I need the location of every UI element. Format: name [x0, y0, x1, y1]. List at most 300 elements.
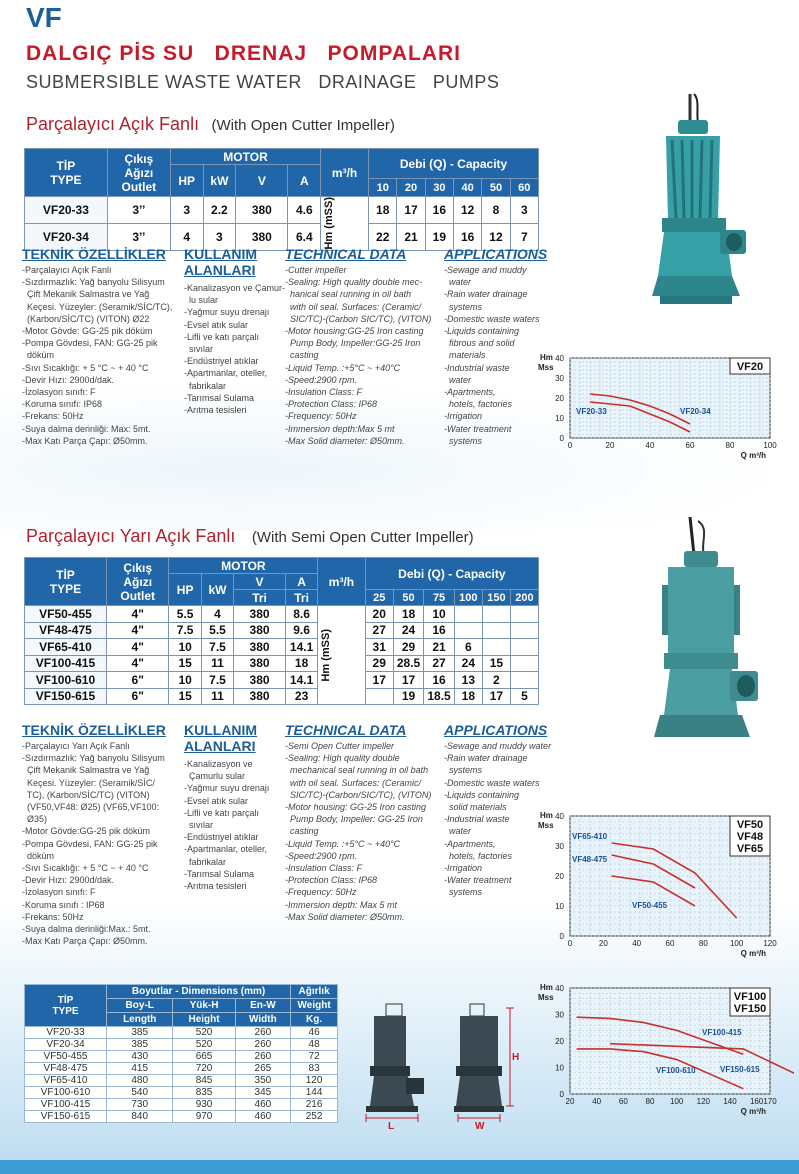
value-cell: 28.5 [393, 655, 424, 672]
value-cell: 5.5 [169, 606, 201, 623]
table-row [25, 1075, 338, 1087]
value-cell: 385 [107, 1027, 173, 1039]
value-cell: 345 [235, 1087, 291, 1099]
value-cell: 21 [397, 223, 425, 250]
value-cell: 29 [365, 655, 393, 672]
value-cell: 5 [510, 688, 538, 705]
chart-title: VF65 [736, 843, 764, 855]
y-tick-label: 40 [555, 354, 564, 363]
list-item: -Lifli ve katı parçalı [184, 807, 260, 818]
value-cell: 7.5 [169, 622, 201, 639]
value-cell: 19 [425, 223, 453, 250]
series-label: VF50-455 [632, 901, 668, 910]
list-item: Ø35) [22, 814, 48, 825]
value-cell: 380 [234, 622, 286, 639]
list-item: -Suya dalma derinliği:Max.: 5mt. [22, 924, 151, 935]
y-axis-label: Hm [540, 983, 553, 992]
value-cell: 15 [169, 655, 201, 672]
value-cell: 380 [236, 223, 288, 250]
section2-tech-en-column [285, 722, 443, 923]
list-item: -Insulation Class: F [285, 863, 363, 874]
feature-list [22, 264, 182, 447]
chart-title: VF20 [736, 361, 764, 373]
x-tick-label: 160 [749, 1097, 764, 1106]
list-item: -Max Solid diameter: Ø50mm. [285, 911, 405, 922]
list-item: fabrikalar [184, 380, 227, 391]
th-tri-v: Tri [234, 590, 286, 606]
th-flow: 40 [453, 179, 481, 197]
value-cell: 720 [173, 1063, 235, 1075]
value-cell: 665 [173, 1051, 235, 1063]
th-flow: 10 [369, 179, 397, 197]
value-cell [510, 622, 538, 639]
th-weight: Weight [291, 999, 338, 1013]
value-cell: 19 [393, 688, 424, 705]
model-cell: VF50-455 [25, 1051, 107, 1063]
value-cell: 3 [510, 197, 538, 224]
th-kg: Kg. [291, 1013, 338, 1027]
x-axis-label: Q m³/h [740, 949, 766, 958]
list-item: -Liquids containing [444, 326, 520, 337]
hm-label: Hm (mSS) [323, 197, 336, 250]
value-cell: 21 [424, 639, 455, 656]
list-item: -Semi Open Cutter impeller [285, 741, 395, 751]
value-cell: 18 [393, 606, 424, 623]
value-cell: 120 [291, 1075, 338, 1087]
value-cell: 16 [424, 672, 455, 689]
list-item: -Frekans: 50Hz [22, 911, 84, 922]
list-item: systems [444, 435, 483, 446]
value-cell: 460 [235, 1099, 291, 1111]
list-item: -İzolasyon sınıfı: F [22, 887, 96, 898]
value-cell: 430 [107, 1051, 173, 1063]
value-cell: 260 [235, 1051, 291, 1063]
list-item: -Devir Hızı: 2900d/dak. [22, 875, 115, 886]
list-item: -Kanalizasyon ve Çamur- [184, 283, 286, 293]
list-item: -Liquids containing [444, 789, 520, 800]
th-v: V [234, 574, 286, 590]
list-item: -Evsel atık sular [184, 795, 249, 806]
th-flow: 50 [393, 590, 424, 606]
value-cell: 72 [291, 1051, 338, 1063]
value-cell: 7 [510, 223, 538, 250]
curve-chart-vf100-vf150 [532, 980, 794, 1120]
th-type: TYPE [49, 581, 82, 596]
x-tick-label: 40 [645, 441, 655, 450]
x-tick-label: 20 [565, 1097, 575, 1106]
list-item: SIC/TC)-(Carbon SIC/TC), (VITON) [285, 313, 432, 324]
value-cell: 4" [106, 622, 169, 639]
curve-chart-vf50-vf48-vf65 [532, 806, 794, 966]
y-axis-label: Hm [540, 811, 553, 820]
pump-image-vf20 [640, 90, 750, 310]
value-cell: 4 [201, 606, 233, 623]
list-item: -Industrial waste [444, 362, 510, 373]
pump-image-vf50 [650, 515, 760, 750]
value-cell: 970 [173, 1111, 235, 1123]
list-item: fabrikalar [184, 856, 227, 867]
list-item: Çamurlu sular [184, 771, 246, 782]
th-en: En-W [235, 999, 291, 1013]
list-item: fibrous and solid [444, 338, 515, 349]
list-item: systems [444, 301, 483, 312]
value-cell: 520 [173, 1039, 235, 1051]
section1-title-tr: Parçalayıcı Açık Fanlı [26, 114, 200, 134]
dimensions-table [24, 984, 338, 1123]
list-item: with oil seal. Surfaces: (Ceramic/ [285, 301, 422, 312]
value-cell: 260 [235, 1039, 291, 1051]
th-agzi: Ağızı [123, 574, 153, 589]
table-row [25, 672, 539, 689]
x-tick-label: 0 [567, 441, 573, 450]
th-flow: 75 [424, 590, 455, 606]
section1-tech-tr-column [22, 246, 182, 447]
th-hp: HP [170, 165, 203, 197]
value-cell: 27 [424, 655, 455, 672]
product-code: VF [26, 2, 62, 33]
list-item: (VF50,VF48: Ø25) (VF65,VF100: [22, 802, 160, 813]
value-cell: 22 [369, 223, 397, 250]
value-cell: 14.1 [285, 639, 317, 656]
list-item: sıvılar [184, 344, 214, 355]
feature-list [285, 264, 443, 447]
value-cell: 3 [170, 197, 203, 224]
table-row [25, 197, 539, 224]
th-length: Length [107, 1013, 173, 1027]
column-title: TECHNICAL DATA [285, 722, 407, 738]
value-cell: 6" [106, 672, 169, 689]
dimension-drawing-side [352, 1002, 432, 1130]
series-label: VF100-610 [656, 1066, 696, 1075]
list-item: lu sular [184, 295, 219, 306]
th-tip: TİP [56, 567, 75, 582]
model-cell: VF20-34 [25, 1039, 107, 1051]
series-label: VF150-615 [720, 1065, 760, 1074]
list-item: -Liquid Temp. :+5°C ~ +40°C [285, 362, 401, 373]
th-tip: TİP [57, 994, 74, 1006]
list-item: -Domestic waste waters [444, 777, 540, 788]
table-row [25, 1099, 338, 1111]
column-title: ALANLARI [184, 738, 256, 754]
value-cell: 265 [235, 1063, 291, 1075]
value-cell: 10 [169, 639, 201, 656]
chart-title: VF50 [736, 819, 764, 831]
value-cell: 16 [424, 622, 455, 639]
value-cell: 3’’ [107, 223, 170, 250]
y-tick-label: 10 [555, 902, 564, 911]
list-item: -Endüstriyel atıklar [184, 832, 259, 843]
list-item: -İzolasyon sınıfı: F [22, 387, 96, 398]
value-cell: 15 [169, 688, 201, 705]
list-item: -Sewage and muddy water [444, 741, 552, 751]
value-cell: 380 [234, 639, 286, 656]
list-item: -Rain water drainage [444, 753, 528, 764]
value-cell [510, 639, 538, 656]
list-item: -Pompa Gövdesi, FAN: GG-25 pik [22, 338, 158, 349]
y-axis-label: Mss [538, 821, 554, 830]
dimension-drawing-front [448, 1002, 528, 1130]
list-item: -Yağmur suyu drenajı [184, 307, 270, 318]
value-cell: 24 [393, 622, 424, 639]
th-boyutlar: Boyutlar - Dimensions (mm) [107, 985, 291, 999]
value-cell: 18 [369, 197, 397, 224]
list-item: -Arıtma tesisleri [184, 881, 247, 892]
th-motor: MOTOR [170, 149, 320, 165]
x-tick-label: 20 [605, 441, 615, 450]
list-item: -Immersion depth: Max 5 mt [285, 899, 398, 910]
value-cell: 7.5 [201, 639, 233, 656]
column-title: KULLANIM [184, 722, 258, 738]
value-cell: 930 [173, 1099, 235, 1111]
value-cell: 24 [454, 655, 482, 672]
list-item: -Water treatment [444, 423, 512, 434]
th-outlet: Outlet [121, 179, 157, 194]
model-cell: VF50-455 [25, 606, 107, 623]
series-label: VF48-475 [572, 855, 608, 864]
list-item: Çift Mekanik Salmastra ve Yağ [22, 765, 150, 776]
x-tick-label: 100 [763, 441, 777, 450]
th-flow: 100 [454, 590, 482, 606]
value-cell: 13 [454, 672, 482, 689]
list-item: systems [444, 765, 483, 776]
value-cell: 12 [482, 223, 510, 250]
value-cell: 8.6 [285, 606, 317, 623]
value-cell [454, 606, 482, 623]
table-row [25, 1051, 338, 1063]
x-axis-label: Q m³/h [740, 1107, 766, 1116]
list-item: -Cutter impeller [285, 265, 347, 275]
value-cell: 18 [454, 688, 482, 705]
value-cell: 18 [285, 655, 317, 672]
x-tick-label: 140 [723, 1097, 737, 1106]
section2-spec-table [24, 557, 539, 705]
value-cell: 4" [106, 655, 169, 672]
model-cell: VF20-33 [25, 197, 108, 224]
th-hp: HP [169, 574, 201, 606]
list-item: -Devir Hızı: 2900d/dak. [22, 374, 115, 385]
model-cell: VF48-475 [25, 1063, 107, 1075]
list-item: -Frequency: 50Hz [285, 887, 357, 898]
value-cell: 350 [235, 1075, 291, 1087]
list-item: -Protection Class: IP68 [285, 399, 378, 410]
list-item: -Max Katı Parça Çapı: Ø50mm. [22, 435, 148, 446]
list-item: -Immersion depth:Max 5 mt [285, 423, 395, 434]
th-flow: 25 [365, 590, 393, 606]
list-item: Keçesi. Yüzeyler: (Seramik/SİC/ [22, 777, 155, 788]
value-cell: 10 [169, 672, 201, 689]
list-item: TC), (Karbon/SİC/TC) (VITON) [22, 789, 150, 800]
value-cell: 18.5 [424, 688, 455, 705]
list-item: -Koruma sınıfı : IP68 [22, 899, 105, 910]
list-item: SIC/TC)-(Carbon/SIC/TC), (VITON) [285, 789, 432, 800]
value-cell: 520 [173, 1027, 235, 1039]
value-cell: 12 [453, 197, 481, 224]
value-cell: 8 [482, 197, 510, 224]
list-item: -Parçalayıcı Açık Fanlı [22, 265, 112, 275]
section1-spec-table [24, 148, 539, 251]
th-agirlik: Ağırlık [291, 985, 338, 999]
value-cell: 7.5 [201, 672, 233, 689]
th-a: A [288, 165, 321, 197]
th-yuk: Yük-H [173, 999, 235, 1013]
list-item: -Liquid Temp. :+5°C ~ +40°C [285, 838, 401, 849]
y-tick-label: 20 [555, 872, 564, 881]
th-flow: 200 [510, 590, 538, 606]
list-item: -Domestic waste waters [444, 313, 540, 324]
value-cell: 17 [393, 672, 424, 689]
value-cell [482, 606, 510, 623]
value-cell: 11 [201, 655, 233, 672]
list-item: -Max Solid diameter: Ø50mm. [285, 435, 405, 446]
y-tick-label: 40 [555, 984, 564, 993]
y-axis-label: Mss [538, 363, 554, 372]
list-item: Çift Mekanik Salmastra ve Yağ [22, 289, 150, 300]
th-cikis: Çıkış [123, 560, 153, 575]
x-tick-label: 120 [763, 939, 777, 948]
x-tick-label: 20 [598, 939, 608, 948]
value-cell: 5.5 [201, 622, 233, 639]
table-row [25, 1087, 338, 1099]
list-item: -Lifli ve katı parçalı [184, 331, 260, 342]
table-row [25, 606, 539, 623]
list-item: Keçesi. Yüzeyler: (Seramik/SİC/TC), [22, 301, 173, 312]
value-cell: 29 [393, 639, 424, 656]
chart-title: VF100 [733, 991, 767, 1003]
x-tick-label: 40 [632, 939, 642, 948]
column-title: TEKNİK ÖZELLİKLER [22, 246, 166, 262]
value-cell: 16 [425, 197, 453, 224]
y-axis-label: Mss [538, 993, 554, 1002]
list-item: -Rain water drainage [444, 289, 528, 300]
x-tick-label: 60 [665, 939, 675, 948]
y-tick-label: 10 [555, 414, 564, 423]
y-tick-label: 20 [555, 1037, 564, 1046]
th-height: Height [173, 1013, 235, 1027]
value-cell: 4.6 [288, 197, 321, 224]
table-row [25, 1039, 338, 1051]
list-item: -Tarımsal Sulama [184, 392, 255, 403]
list-item: systems [444, 887, 483, 898]
x-tick-label: 120 [696, 1097, 711, 1106]
list-item: Pump Body, Impeller:GG-25 Iron [285, 338, 421, 349]
table-row [25, 639, 539, 656]
value-cell: 730 [107, 1099, 173, 1111]
value-cell: 385 [107, 1039, 173, 1051]
list-item: -Apartmanlar, oteller, [184, 368, 268, 379]
list-item: -Kanalizasyon ve [184, 759, 253, 769]
list-item: hotels, factories [444, 399, 513, 410]
list-item: -Speed:2900 rpm. [285, 374, 358, 385]
list-item: (Karbon/SİC/TC) (VITON) Ø22 [22, 313, 150, 324]
list-item: -Koruma sınıfı: IP68 [22, 399, 103, 410]
column-title: ALANLARI [184, 262, 256, 278]
value-cell [510, 655, 538, 672]
model-cell: VF150-615 [25, 1111, 107, 1123]
title-tr: DALGIÇ PİS SU DRENAJ POMPALARI [26, 42, 461, 65]
y-tick-label: 10 [555, 1063, 564, 1073]
value-cell: 6 [454, 639, 482, 656]
list-item: -Frekans: 50Hz [22, 411, 84, 422]
value-cell: 31 [365, 639, 393, 656]
list-item: Pump Body, Impeller: GG-25 Iron [285, 814, 423, 825]
column-title: APPLICATIONS [444, 722, 548, 738]
list-item: casting [285, 350, 319, 361]
y-tick-label: 0 [559, 434, 564, 443]
value-cell: 144 [291, 1087, 338, 1099]
value-cell: 11 [201, 688, 233, 705]
list-item: -Yağmur suyu drenajı [184, 783, 270, 794]
feature-list [22, 740, 182, 947]
value-cell [482, 639, 510, 656]
section1-use-tr-column [184, 246, 284, 416]
value-cell: 260 [235, 1027, 291, 1039]
th-kw: kW [203, 165, 236, 197]
th-tip: TİP [56, 158, 76, 173]
list-item: -Sewage and muddy [444, 265, 527, 275]
x-tick-label: 80 [645, 1097, 655, 1106]
series-label: VF20-34 [680, 407, 711, 416]
y-tick-label: 40 [555, 812, 564, 821]
value-cell: 83 [291, 1063, 338, 1075]
value-cell: 460 [235, 1111, 291, 1123]
model-cell: VF20-34 [25, 223, 108, 250]
th-a: A [285, 574, 317, 590]
th-flow: 50 [482, 179, 510, 197]
th-outlet: Outlet [120, 588, 156, 603]
list-item: -Evsel atık sular [184, 319, 249, 330]
value-cell: 2.2 [203, 197, 236, 224]
hm-cell [321, 197, 369, 251]
list-item: -Frequency: 50Hz [285, 411, 357, 422]
section1-heading [26, 114, 395, 135]
list-item: -Motor housing: GG-25 Iron casting [285, 802, 427, 813]
value-cell: 6.4 [288, 223, 321, 250]
y-tick-label: 0 [559, 1090, 564, 1099]
value-cell: 9.6 [285, 622, 317, 639]
list-item: -Max Katı Parça Çapı: Ø50mm. [22, 936, 148, 947]
y-tick-label: 30 [555, 374, 564, 383]
th-boy: Boy-L [107, 999, 173, 1013]
y-tick-label: 30 [555, 842, 564, 851]
value-cell [482, 622, 510, 639]
value-cell: 380 [234, 672, 286, 689]
value-cell: 480 [107, 1075, 173, 1087]
th-agzi: Ağızı [124, 165, 154, 180]
y-tick-label: 20 [555, 394, 564, 403]
value-cell: 16 [453, 223, 481, 250]
section1-title-en: (With Open Cutter Impeller) [211, 117, 395, 134]
value-cell: 14.1 [285, 672, 317, 689]
list-item: -Water treatment [444, 875, 512, 886]
value-cell: 6" [106, 688, 169, 705]
model-cell: VF48-475 [25, 622, 107, 639]
th-tri-a: Tri [285, 590, 317, 606]
value-cell: 27 [365, 622, 393, 639]
list-item: döküm [22, 350, 55, 361]
list-item: -Speed:2900 rpm. [285, 850, 358, 861]
value-cell: 415 [107, 1063, 173, 1075]
list-item: materials [444, 350, 486, 361]
x-tick-label: 100 [669, 1097, 684, 1106]
list-item: casting [285, 826, 319, 837]
chart-title: VF150 [733, 1003, 767, 1015]
value-cell: 380 [234, 606, 286, 623]
list-item: -Arıtma tesisleri [184, 405, 247, 416]
value-cell: 252 [291, 1111, 338, 1123]
th-motor: MOTOR [169, 558, 318, 574]
th-flow: 20 [397, 179, 425, 197]
value-cell: 840 [107, 1111, 173, 1123]
